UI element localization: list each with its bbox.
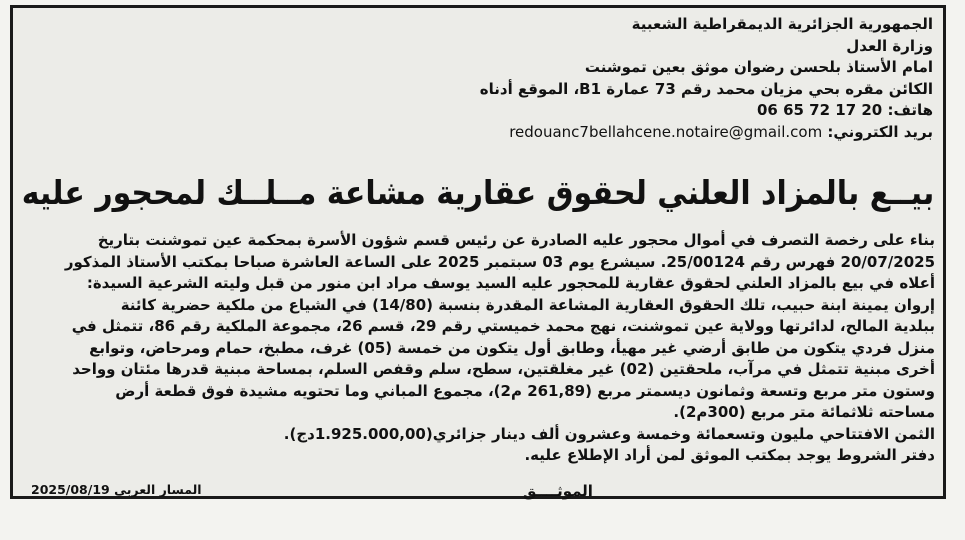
phone-number: 06 65 72 17 20: [756, 101, 883, 119]
publication-date: 2025/08/19: [31, 482, 110, 497]
notice-header: [333, 14, 933, 143]
body-line: وستون متر مربع وتسعة وثمانون ديسمتر مربع (261,89 م2)، مجموع المباني وما تحتويه مشيدة فوق قطعة أرض: [115, 381, 935, 400]
body-line: 20/07/2025 فهرس رقم 25/00124. سيشرع يوم 03 سبتمبر 2025 على الساعة العاشرة صباحا بمكتب الأستاذ المذكور: [64, 252, 935, 271]
header-notary: امام الأستاذ بلحسن رضوان موثق بعين تموشنت: [584, 58, 933, 76]
legal-notice-clipping: [10, 5, 946, 499]
body-line: أخرى مبنية تتمثل في مرآب، ملحقتين (02) غير مغلقتين، سطح، سلم وقفص السلم، بمساحة مبنية قدرها مئتان وواحد: [72, 360, 935, 378]
email-label: بريد الكتروني:: [827, 122, 933, 141]
body-line: أعلاه في بيع بالمزاد العلني لحقوق عقارية للمحجور عليه السيد يوسف مراد ابن منور من قبل وليته الشرعية السيدة:: [86, 274, 935, 292]
phone-label: هاتف:: [887, 101, 933, 119]
publication-name: المسار العربي: [114, 482, 202, 497]
body-line: مساحته ثلاثمائة متر مربع (300م2).: [673, 403, 935, 421]
notary-signature: الموثــــق: [523, 482, 593, 500]
body-line: منزل فردي يتكون من طابق أرضي غير مهيأ، وطابق أول يتكون من خمسة (05) غرف، مطبخ، حمام ومرحاض، وتوابع: [89, 338, 935, 357]
email-address: redouanc7bellahcene.notaire@gmail.com: [509, 122, 823, 141]
header-republic: الجمهورية الجزائرية الديمقراطية الشعبية: [631, 15, 933, 33]
body-line: ببلدية المالح، لدائرتها وولاية عين تموشنت، نهج محمد خميستي رقم 29، قسم 26، مجموعة الملكية رقم 86، تتمثل في: [71, 317, 935, 335]
header-phone-line: [333, 100, 933, 122]
conditions-line: دفتر الشروط يوجد بمكتب الموثق لمن أراد الإطلاع عليه.: [524, 446, 935, 464]
body-line: بناء على رخصة التصرف في أموال محجور عليه الصادرة عن رئيس قسم شؤون الأسرة بمحكمة عين تموشنت بتاريخ: [97, 231, 935, 249]
price-line: الثمن الافتتاحي مليون وتسعمائة وخمسة وعشرون ألف دينار جزائري(1.925.000,00دج).: [283, 424, 935, 443]
body-line: إروان يمينة ابنة حبيب، تلك الحقوق العقارية المشاعة المقدرة بنسبة (14/80) في الشياع من ملكية حضرية كائنة: [120, 295, 935, 314]
header-address: الكائن مقره بحي مزيان محمد رقم 73 عمارة B1، الموقع أدناه: [479, 79, 933, 98]
notice-title: بيــع بالمزاد العلني لحقوق عقارية مشاعة مــلــك لمحجور عليه: [21, 174, 935, 213]
header-email-line: [333, 122, 933, 144]
header-ministry: وزارة العدل: [846, 36, 933, 55]
notice-body: [31, 230, 935, 467]
